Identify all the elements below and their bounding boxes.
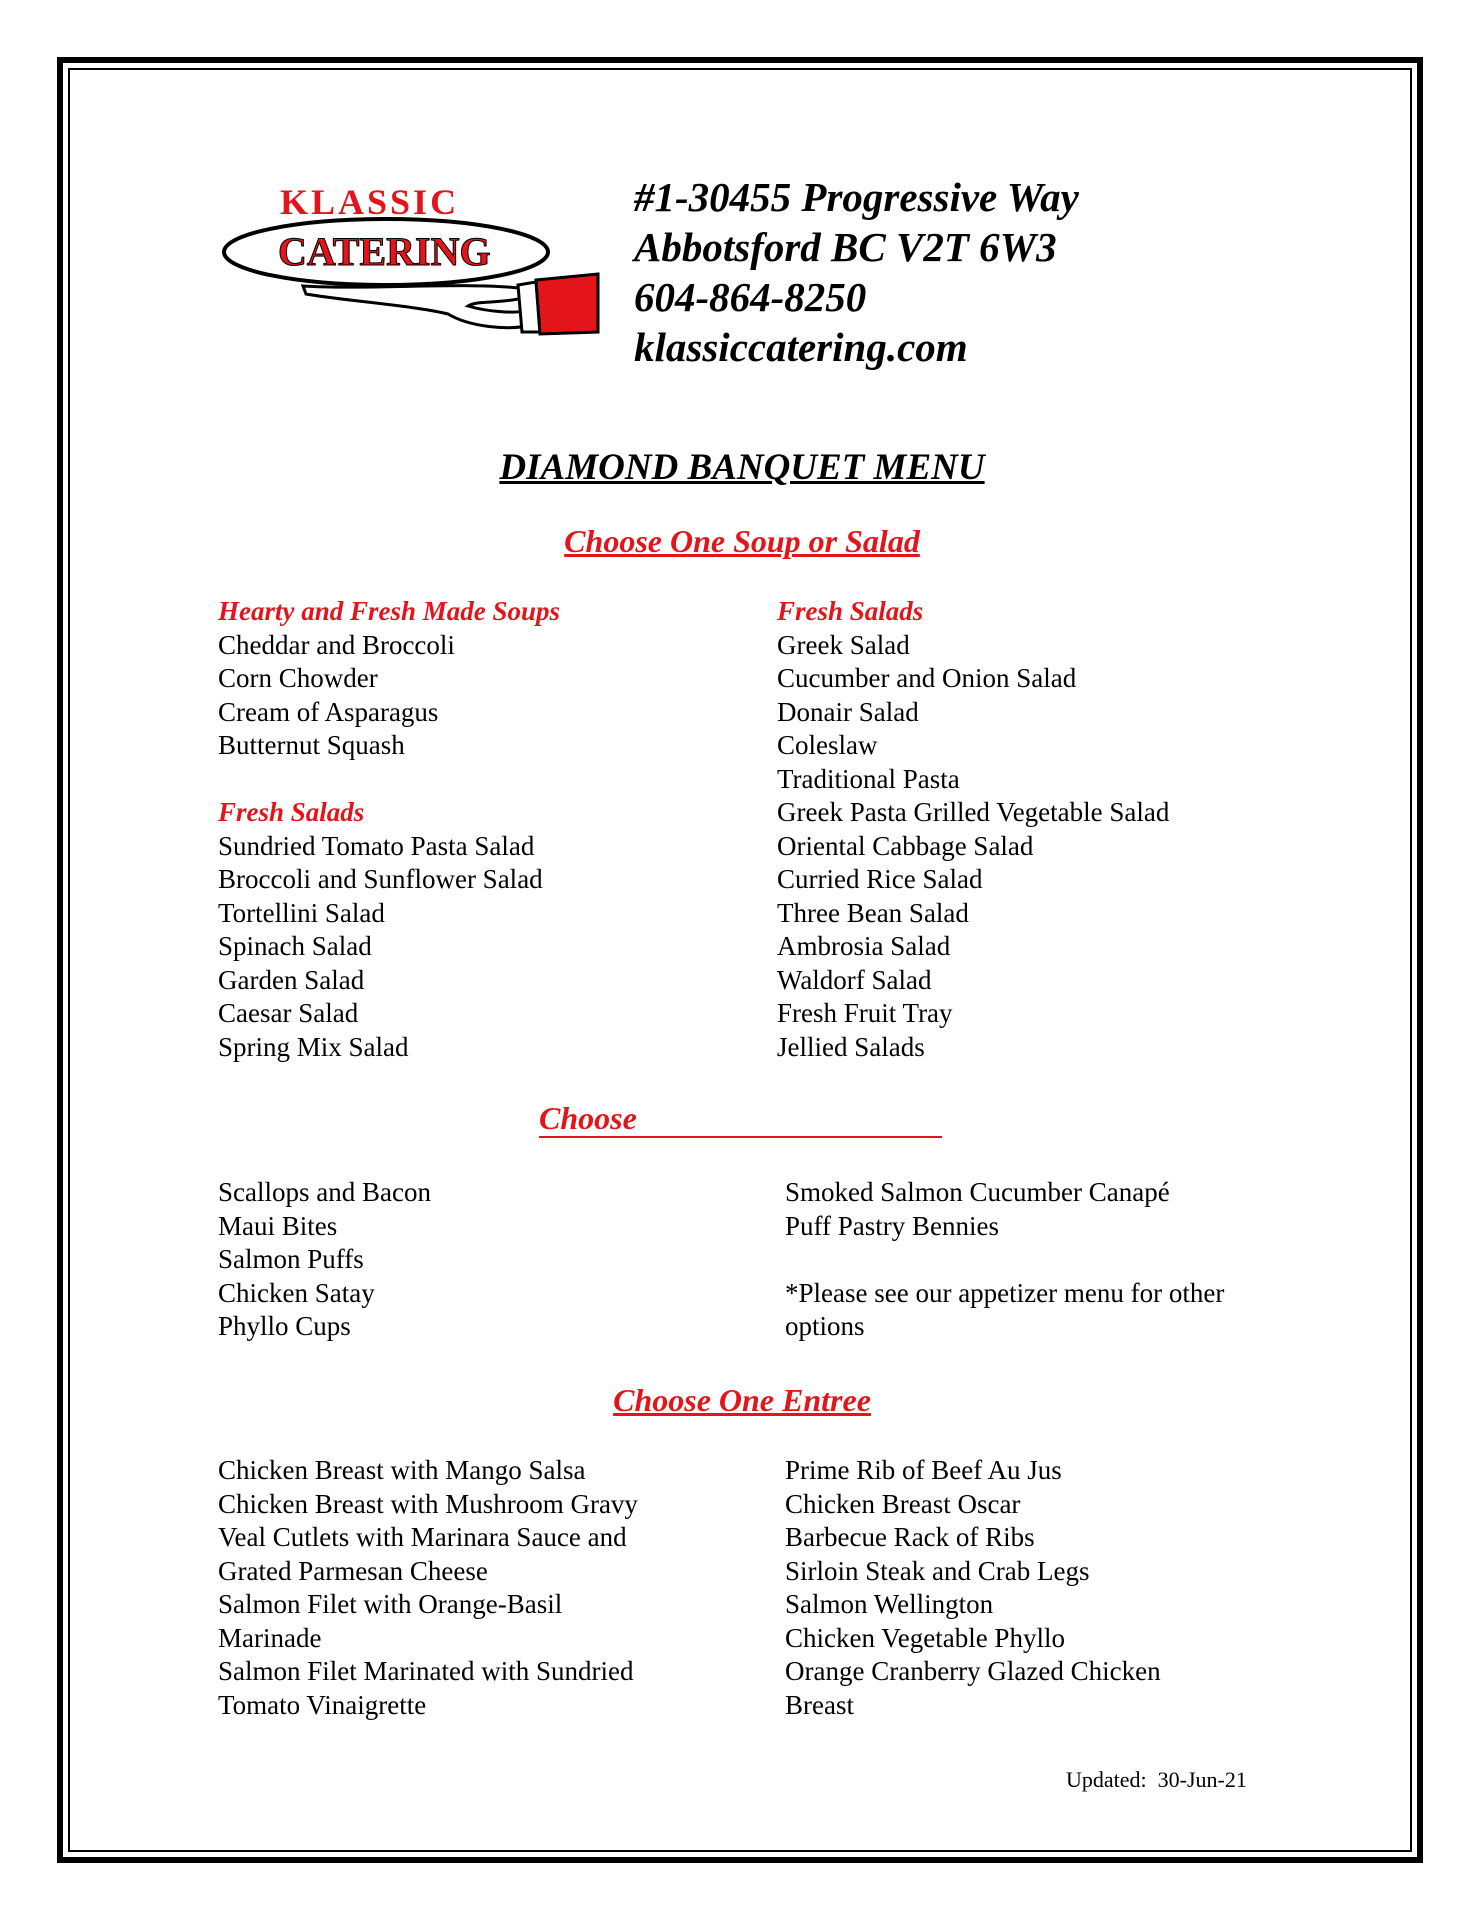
list-item: Butternut Squash — [218, 730, 405, 760]
website[interactable]: klassiccatering.com — [634, 324, 968, 370]
list-item: Salmon Puffs — [218, 1244, 364, 1274]
list-item: Jellied Salads — [777, 1031, 925, 1062]
appetizer-note-line-2: options — [785, 1311, 865, 1341]
appetizers-right-column — [785, 1176, 1224, 1344]
list-item: Waldorf Salad — [777, 964, 932, 995]
list-item: Donair Salad — [777, 696, 919, 727]
list-item: Prime Rib of Beef Au Jus — [785, 1455, 1062, 1485]
entrees-right-column — [785, 1454, 1161, 1722]
section-title-entree: Choose One Entree — [613, 1382, 871, 1418]
list-item: Greek Salad — [777, 629, 910, 660]
list-item: Garden Salad — [218, 964, 365, 995]
list-item: Fresh Fruit Tray — [777, 998, 953, 1028]
list-item: Orange Cranberry Glazed Chicken — [785, 1656, 1161, 1686]
list-item: Three Bean Salad — [777, 897, 969, 928]
list-item: Cheddar and Broccoli — [218, 629, 455, 660]
list-item: Corn Chowder — [218, 663, 378, 693]
fresh-salads-heading-right: Fresh Salads — [777, 596, 924, 626]
list-item: Tortellini Salad — [218, 897, 385, 928]
list-item: Grated Parmesan Cheese — [218, 1555, 488, 1586]
list-item: Chicken Breast with Mango Salsa — [218, 1455, 586, 1485]
list-item: Coleslaw — [777, 730, 878, 760]
list-item: Chicken Breast with Mushroom Gravy — [218, 1488, 638, 1519]
spacer — [785, 1243, 1224, 1277]
list-item: Phyllo Cups — [218, 1311, 351, 1341]
list-item: Sirloin Steak and Crab Legs — [785, 1555, 1090, 1586]
salads-right-column — [777, 595, 1169, 1064]
menu-title: DIAMOND BANQUET MENU — [499, 447, 985, 488]
list-item: Marinade — [218, 1622, 322, 1653]
appetizers-left-column — [218, 1176, 431, 1344]
list-item: Veal Cutlets with Marinara Sauce and — [218, 1522, 627, 1552]
appetizer-note-line-1: *Please see our appetizer menu for other — [785, 1277, 1225, 1308]
list-item: Scallops and Bacon — [218, 1177, 431, 1207]
list-item: Caesar Salad — [218, 998, 359, 1028]
section-title-soup-salad: Choose One Soup or Salad — [564, 523, 920, 559]
list-item: Spinach Salad — [218, 931, 372, 961]
list-item: Salmon Wellington — [785, 1589, 994, 1619]
list-item: Ambrosia Salad — [777, 931, 951, 961]
address-line-1: #1-30455 Progressive Way — [634, 174, 1079, 220]
list-item: Salmon Filet Marinated with Sundried — [218, 1656, 634, 1686]
list-item: Salmon Filet with Orange-Basil — [218, 1589, 563, 1619]
svg-text:KLASSIC: KLASSIC — [280, 182, 460, 222]
klassic-catering-logo — [218, 182, 603, 352]
soups-salads-left-column — [218, 595, 560, 1064]
list-item: Chicken Satay — [218, 1277, 375, 1308]
list-item: Tomato Vinaigrette — [218, 1689, 427, 1720]
list-item: Spring Mix Salad — [218, 1031, 409, 1062]
updated-date: Updated: 30-Jun-21 — [1066, 1767, 1247, 1792]
entrees-left-column — [218, 1454, 638, 1722]
list-item: Oriental Cabbage Salad — [777, 830, 1034, 861]
list-item: Chicken Breast Oscar — [785, 1488, 1021, 1519]
list-item: Cucumber and Onion Salad — [777, 663, 1077, 693]
svg-text:CATERING: CATERING — [278, 229, 491, 274]
list-item: Greek Pasta Grilled Vegetable Salad — [777, 797, 1170, 827]
fresh-salads-heading-left: Fresh Salads — [218, 797, 365, 827]
section-title-choose: Choose — [539, 1100, 942, 1138]
list-item: Puff Pastry Bennies — [785, 1210, 999, 1241]
soups-heading: Hearty and Fresh Made Soups — [218, 596, 561, 626]
list-item: Traditional Pasta — [777, 763, 960, 794]
list-item: Chicken Vegetable Phyllo — [785, 1622, 1065, 1653]
address-line-2: Abbotsford BC V2T 6W3 — [634, 224, 1057, 270]
spacer — [218, 763, 560, 797]
list-item: Broccoli and Sunflower Salad — [218, 864, 543, 894]
list-item: Cream of Asparagus — [218, 696, 439, 727]
phone-number: 604-864-8250 — [634, 274, 867, 320]
list-item: Maui Bites — [218, 1210, 338, 1241]
list-item: Breast — [785, 1689, 854, 1720]
list-item: Smoked Salmon Cucumber Canapé — [785, 1177, 1170, 1207]
list-item: Sundried Tomato Pasta Salad — [218, 830, 535, 861]
contact-block — [634, 172, 1079, 372]
list-item: Curried Rice Salad — [777, 864, 983, 894]
list-item: Barbecue Rack of Ribs — [785, 1522, 1035, 1552]
